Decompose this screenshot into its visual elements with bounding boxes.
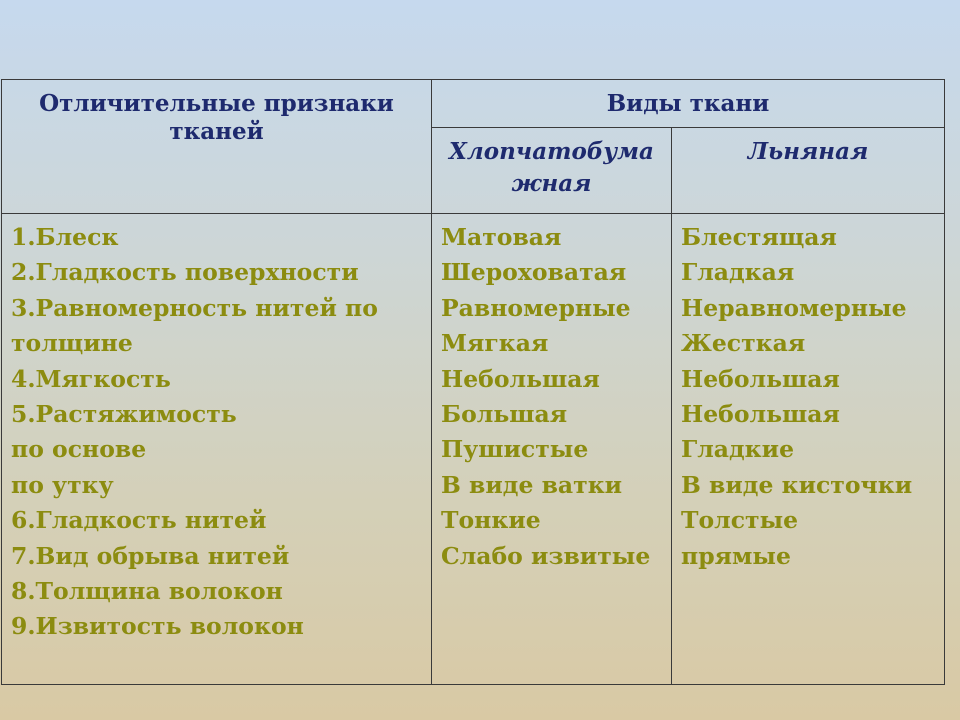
cotton-header-cell (432, 128, 672, 214)
linen-values-list (672, 214, 944, 574)
feature-item: 8.Толщина волокон (11, 576, 283, 605)
fabric-types-header-title: Виды ткани (606, 90, 770, 117)
cotton-value: Равномерные (441, 293, 631, 322)
feature-item: по основе (11, 435, 147, 464)
cotton-value: Пушистые (441, 435, 589, 464)
feature-item: 9.Извитость волокон (11, 612, 304, 641)
cotton-value: Шероховатая (441, 258, 627, 287)
linen-value: Неравномерные (681, 293, 907, 322)
linen-value: прямые (681, 541, 791, 570)
feature-item: по утку (11, 470, 114, 499)
features-list (2, 214, 431, 645)
fabric-comparison-table-wrapper (1, 79, 944, 685)
features-header-title: Отличительные признаки тканей (39, 90, 394, 145)
linen-header-title: Льняная (747, 138, 869, 165)
linen-value: Небольшая (681, 399, 840, 428)
feature-item: 5.Растяжимость (11, 399, 237, 428)
linen-value: Небольшая (681, 364, 840, 393)
cotton-value: Тонкие (441, 506, 541, 535)
feature-item: 4.Мягкость (11, 364, 171, 393)
features-header-cell (2, 80, 432, 214)
features-cell (2, 214, 432, 685)
fabric-types-header-cell (432, 80, 945, 128)
linen-value: Блестящая (681, 223, 837, 251)
feature-item: толщине (11, 329, 133, 358)
linen-value: Жесткая (681, 329, 806, 358)
cotton-value: В виде ватки (441, 470, 623, 499)
linen-value: Толстые (681, 506, 799, 535)
feature-item: 2.Гладкость поверхности (11, 258, 359, 287)
cotton-header-title: Хлопчатобумажная (449, 138, 654, 197)
cotton-value: Большая (441, 399, 568, 428)
linen-value: В виде кисточки (681, 470, 913, 499)
feature-item: 3.Равномерность нитей по (11, 293, 378, 322)
cotton-values-list (432, 214, 671, 574)
cotton-value: Матовая (441, 223, 562, 251)
cotton-cell (432, 214, 672, 685)
body-row (2, 214, 945, 685)
linen-value: Гладкие (681, 435, 795, 464)
linen-header-cell (672, 128, 945, 214)
header-row-top (2, 80, 945, 128)
cotton-value: Небольшая (441, 364, 600, 393)
cotton-value: Мягкая (441, 329, 549, 358)
feature-item: 6.Гладкость нитей (11, 506, 267, 535)
feature-item: 1.Блеск (11, 223, 119, 251)
linen-cell (672, 214, 945, 685)
linen-value: Гладкая (681, 258, 795, 287)
fabric-comparison-table (1, 79, 945, 685)
cotton-value: Слабо извитые (441, 541, 651, 570)
feature-item: 7.Вид обрыва нитей (11, 541, 290, 570)
